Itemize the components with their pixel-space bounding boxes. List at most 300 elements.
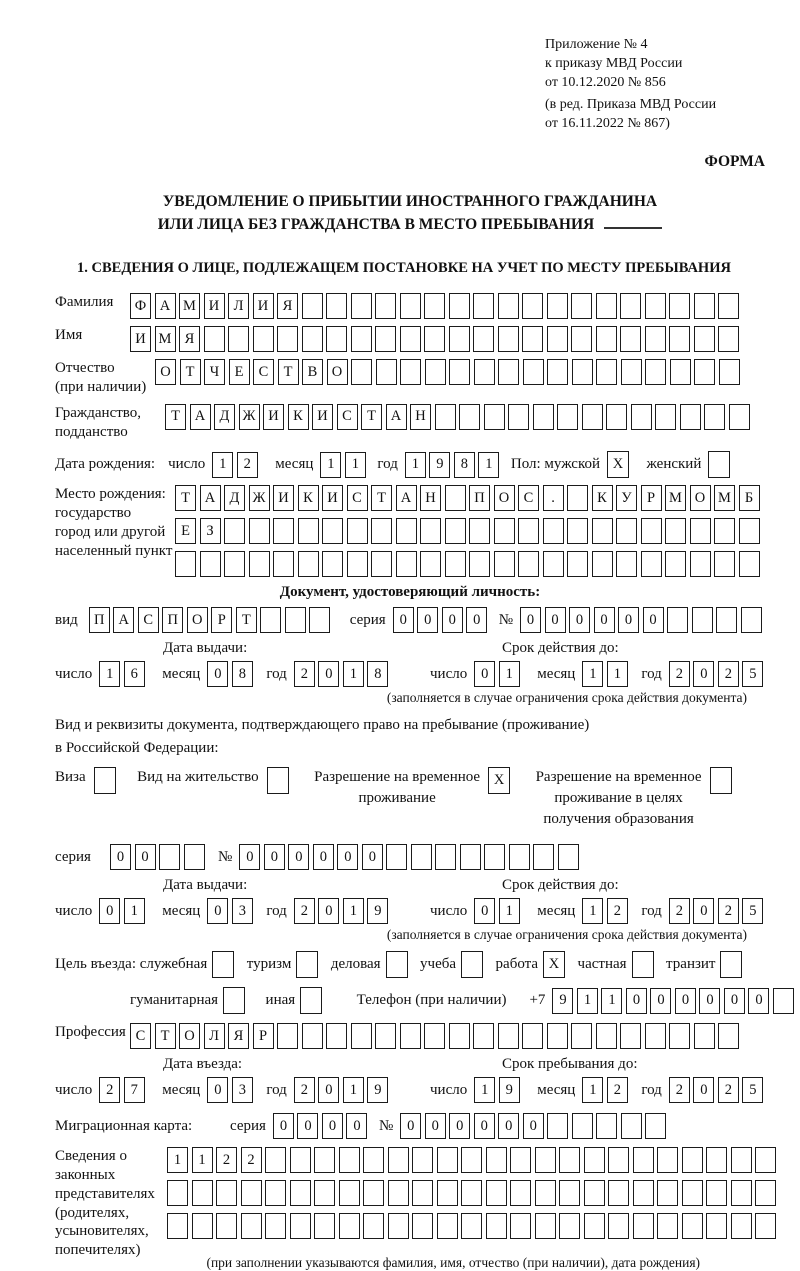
- char-cell[interactable]: Б: [739, 485, 760, 511]
- char-cell[interactable]: [657, 1180, 678, 1206]
- char-cell[interactable]: 1: [345, 452, 366, 478]
- char-cell[interactable]: [682, 1147, 703, 1173]
- doc-valid-month[interactable]: [582, 661, 631, 687]
- char-cell[interactable]: [302, 293, 323, 319]
- char-cell[interactable]: 0: [207, 898, 228, 924]
- char-cell[interactable]: [241, 1213, 262, 1239]
- char-cell[interactable]: [216, 1180, 237, 1206]
- char-cell[interactable]: Д: [224, 485, 245, 511]
- purpose-study-checkbox[interactable]: [461, 951, 487, 978]
- char-cell[interactable]: П: [162, 607, 183, 633]
- char-cell[interactable]: Ч: [204, 359, 225, 385]
- char-cell[interactable]: [396, 551, 417, 577]
- char-cell[interactable]: [582, 404, 603, 430]
- char-cell[interactable]: [184, 844, 205, 870]
- char-cell[interactable]: [665, 518, 686, 544]
- char-cell[interactable]: [267, 767, 289, 794]
- char-cell[interactable]: [755, 1147, 776, 1173]
- char-cell[interactable]: [706, 1213, 727, 1239]
- char-cell[interactable]: [547, 326, 568, 352]
- char-cell[interactable]: [509, 844, 530, 870]
- char-cell[interactable]: [449, 293, 470, 319]
- char-cell[interactable]: Т: [278, 359, 299, 385]
- char-cell[interactable]: О: [155, 359, 176, 385]
- char-cell[interactable]: [704, 404, 725, 430]
- char-cell[interactable]: [302, 326, 323, 352]
- char-cell[interactable]: П: [89, 607, 110, 633]
- char-cell[interactable]: [167, 1213, 188, 1239]
- char-cell[interactable]: [249, 518, 270, 544]
- char-cell[interactable]: 0: [618, 607, 639, 633]
- char-cell[interactable]: М: [155, 326, 176, 352]
- char-cell[interactable]: [596, 293, 617, 319]
- char-cell[interactable]: [596, 1113, 617, 1139]
- char-cell[interactable]: 9: [367, 898, 388, 924]
- char-cell[interactable]: [558, 844, 579, 870]
- char-cell[interactable]: 8: [232, 661, 253, 687]
- char-cell[interactable]: [559, 1213, 580, 1239]
- char-cell[interactable]: [347, 518, 368, 544]
- char-cell[interactable]: 8: [454, 452, 475, 478]
- char-cell[interactable]: [657, 1147, 678, 1173]
- char-cell[interactable]: [645, 1023, 666, 1049]
- char-cell[interactable]: [388, 1180, 409, 1206]
- char-cell[interactable]: 5: [742, 898, 763, 924]
- purpose-official-checkbox[interactable]: [212, 951, 238, 978]
- char-cell[interactable]: [298, 518, 319, 544]
- char-cell[interactable]: Е: [229, 359, 250, 385]
- char-cell[interactable]: [473, 326, 494, 352]
- char-cell[interactable]: 1: [499, 661, 520, 687]
- char-cell[interactable]: 0: [393, 607, 414, 633]
- char-cell[interactable]: [510, 1147, 531, 1173]
- char-cell[interactable]: [498, 293, 519, 319]
- char-cell[interactable]: [606, 404, 627, 430]
- char-cell[interactable]: 9: [499, 1077, 520, 1103]
- char-cell[interactable]: Т: [361, 404, 382, 430]
- char-cell[interactable]: 2: [294, 1077, 315, 1103]
- char-cell[interactable]: [494, 518, 515, 544]
- char-cell[interactable]: [314, 1180, 335, 1206]
- char-cell[interactable]: [567, 551, 588, 577]
- char-cell[interactable]: 0: [297, 1113, 318, 1139]
- char-cell[interactable]: [322, 551, 343, 577]
- char-cell[interactable]: 0: [643, 607, 664, 633]
- char-cell[interactable]: [739, 518, 760, 544]
- char-cell[interactable]: [375, 326, 396, 352]
- char-cell[interactable]: О: [690, 485, 711, 511]
- char-cell[interactable]: 0: [650, 988, 671, 1014]
- char-cell[interactable]: [400, 359, 421, 385]
- char-cell[interactable]: [498, 326, 519, 352]
- char-cell[interactable]: [339, 1213, 360, 1239]
- char-cell[interactable]: 1: [99, 661, 120, 687]
- char-cell[interactable]: 0: [207, 661, 228, 687]
- char-cell[interactable]: [547, 293, 568, 319]
- char-cell[interactable]: [645, 1113, 666, 1139]
- char-cell[interactable]: 1: [499, 898, 520, 924]
- char-cell[interactable]: 0: [466, 607, 487, 633]
- char-cell[interactable]: [469, 518, 490, 544]
- char-cell[interactable]: [718, 1023, 739, 1049]
- char-cell[interactable]: М: [714, 485, 735, 511]
- doc-series-cells[interactable]: [393, 607, 491, 633]
- char-cell[interactable]: 1: [320, 452, 341, 478]
- char-cell[interactable]: Л: [204, 1023, 225, 1049]
- char-cell[interactable]: 3: [232, 898, 253, 924]
- char-cell[interactable]: М: [665, 485, 686, 511]
- char-cell[interactable]: [424, 1023, 445, 1049]
- char-cell[interactable]: И: [273, 485, 294, 511]
- char-cell[interactable]: Т: [175, 485, 196, 511]
- char-cell[interactable]: [584, 1180, 605, 1206]
- char-cell[interactable]: [461, 1147, 482, 1173]
- char-cell[interactable]: [620, 1023, 641, 1049]
- char-cell[interactable]: [339, 1180, 360, 1206]
- char-cell[interactable]: 0: [135, 844, 156, 870]
- char-cell[interactable]: К: [288, 404, 309, 430]
- birth-day-cells[interactable]: [212, 452, 261, 478]
- char-cell[interactable]: [494, 551, 515, 577]
- char-cell[interactable]: Н: [420, 485, 441, 511]
- char-cell[interactable]: [412, 1147, 433, 1173]
- char-cell[interactable]: Т: [155, 1023, 176, 1049]
- char-cell[interactable]: 8: [367, 661, 388, 687]
- char-cell[interactable]: Р: [211, 607, 232, 633]
- entry-year[interactable]: [294, 1077, 392, 1103]
- char-cell[interactable]: [543, 518, 564, 544]
- visa-checkbox[interactable]: [94, 767, 120, 794]
- char-cell[interactable]: [241, 1180, 262, 1206]
- doc-issue-day[interactable]: [99, 661, 148, 687]
- char-cell[interactable]: [347, 551, 368, 577]
- char-cell[interactable]: 1: [192, 1147, 213, 1173]
- char-cell[interactable]: [557, 404, 578, 430]
- char-cell[interactable]: 1: [212, 452, 233, 478]
- char-cell[interactable]: [731, 1213, 752, 1239]
- char-cell[interactable]: [567, 485, 588, 511]
- char-cell[interactable]: [645, 293, 666, 319]
- purpose-private-checkbox[interactable]: [632, 951, 658, 978]
- char-cell[interactable]: О: [494, 485, 515, 511]
- char-cell[interactable]: 5: [742, 1077, 763, 1103]
- char-cell[interactable]: У: [616, 485, 637, 511]
- char-cell[interactable]: .: [543, 485, 564, 511]
- purpose-tourism-checkbox[interactable]: [296, 951, 322, 978]
- doc-number-cells[interactable]: [520, 607, 765, 633]
- char-cell[interactable]: [216, 1213, 237, 1239]
- char-cell[interactable]: [363, 1180, 384, 1206]
- purpose-work-checkbox[interactable]: [543, 951, 569, 978]
- char-cell[interactable]: [309, 607, 330, 633]
- char-cell[interactable]: С: [518, 485, 539, 511]
- char-cell[interactable]: [522, 293, 543, 319]
- char-cell[interactable]: [508, 404, 529, 430]
- char-cell[interactable]: [351, 359, 372, 385]
- char-cell[interactable]: [265, 1180, 286, 1206]
- char-cell[interactable]: 2: [669, 661, 690, 687]
- char-cell[interactable]: [632, 951, 654, 978]
- char-cell[interactable]: 0: [273, 1113, 294, 1139]
- char-cell[interactable]: [729, 404, 750, 430]
- char-cell[interactable]: В: [302, 359, 323, 385]
- char-cell[interactable]: [535, 1180, 556, 1206]
- char-cell[interactable]: [396, 518, 417, 544]
- char-cell[interactable]: 0: [474, 661, 495, 687]
- char-cell[interactable]: 1: [478, 452, 499, 478]
- char-cell[interactable]: 1: [124, 898, 145, 924]
- char-cell[interactable]: [584, 1213, 605, 1239]
- char-cell[interactable]: [339, 1147, 360, 1173]
- char-cell[interactable]: [400, 326, 421, 352]
- char-cell[interactable]: 9: [367, 1077, 388, 1103]
- char-cell[interactable]: [486, 1180, 507, 1206]
- char-cell[interactable]: [473, 1023, 494, 1049]
- phone-cells[interactable]: [552, 988, 797, 1014]
- char-cell[interactable]: [326, 293, 347, 319]
- char-cell[interactable]: [223, 987, 245, 1014]
- char-cell[interactable]: О: [187, 607, 208, 633]
- doc-valid-year[interactable]: [669, 661, 767, 687]
- char-cell[interactable]: 1: [343, 661, 364, 687]
- char-cell[interactable]: [608, 1147, 629, 1173]
- char-cell[interactable]: [714, 551, 735, 577]
- char-cell[interactable]: 0: [675, 988, 696, 1014]
- char-cell[interactable]: 1: [405, 452, 426, 478]
- char-cell[interactable]: [192, 1213, 213, 1239]
- char-cell[interactable]: 2: [99, 1077, 120, 1103]
- char-cell[interactable]: [260, 607, 281, 633]
- char-cell[interactable]: С: [253, 359, 274, 385]
- residence-valid-month[interactable]: [582, 898, 631, 924]
- char-cell[interactable]: 1: [582, 1077, 603, 1103]
- char-cell[interactable]: [296, 951, 318, 978]
- char-cell[interactable]: [473, 293, 494, 319]
- char-cell[interactable]: [706, 1180, 727, 1206]
- char-cell[interactable]: [714, 518, 735, 544]
- char-cell[interactable]: М: [179, 293, 200, 319]
- char-cell[interactable]: [290, 1180, 311, 1206]
- char-cell[interactable]: [710, 767, 732, 794]
- purpose-other-checkbox[interactable]: [300, 987, 326, 1014]
- char-cell[interactable]: [388, 1213, 409, 1239]
- char-cell[interactable]: [290, 1147, 311, 1173]
- char-cell[interactable]: [300, 987, 322, 1014]
- char-cell[interactable]: [669, 326, 690, 352]
- char-cell[interactable]: [518, 551, 539, 577]
- char-cell[interactable]: [571, 1023, 592, 1049]
- char-cell[interactable]: 1: [601, 988, 622, 1014]
- char-cell[interactable]: К: [592, 485, 613, 511]
- char-cell[interactable]: [486, 1213, 507, 1239]
- char-cell[interactable]: [547, 359, 568, 385]
- char-cell[interactable]: 7: [124, 1077, 145, 1103]
- char-cell[interactable]: К: [298, 485, 319, 511]
- char-cell[interactable]: 9: [429, 452, 450, 478]
- char-cell[interactable]: [351, 293, 372, 319]
- char-cell[interactable]: [265, 1213, 286, 1239]
- char-cell[interactable]: [641, 551, 662, 577]
- residence-permit-checkbox[interactable]: [267, 767, 293, 794]
- char-cell[interactable]: [682, 1180, 703, 1206]
- char-cell[interactable]: 2: [241, 1147, 262, 1173]
- char-cell[interactable]: [175, 551, 196, 577]
- residence-issue-day[interactable]: [99, 898, 148, 924]
- legal-reps-cells-1[interactable]: [167, 1147, 780, 1173]
- char-cell[interactable]: [459, 404, 480, 430]
- char-cell[interactable]: [510, 1213, 531, 1239]
- char-cell[interactable]: 0: [425, 1113, 446, 1139]
- char-cell[interactable]: 6: [124, 661, 145, 687]
- char-cell[interactable]: [620, 293, 641, 319]
- char-cell[interactable]: [412, 1180, 433, 1206]
- char-cell[interactable]: 0: [449, 1113, 470, 1139]
- char-cell[interactable]: О: [327, 359, 348, 385]
- char-cell[interactable]: X: [607, 451, 629, 478]
- char-cell[interactable]: [273, 518, 294, 544]
- char-cell[interactable]: Д: [214, 404, 235, 430]
- char-cell[interactable]: [633, 1180, 654, 1206]
- char-cell[interactable]: [755, 1213, 776, 1239]
- residence-issue-month[interactable]: [207, 898, 256, 924]
- char-cell[interactable]: [290, 1213, 311, 1239]
- char-cell[interactable]: 1: [167, 1147, 188, 1173]
- char-cell[interactable]: 0: [318, 1077, 339, 1103]
- profession-cells[interactable]: [130, 1023, 743, 1049]
- char-cell[interactable]: [449, 326, 470, 352]
- char-cell[interactable]: [773, 988, 794, 1014]
- doc-type-cells[interactable]: [89, 607, 334, 633]
- char-cell[interactable]: 0: [322, 1113, 343, 1139]
- temp-residence-checkbox[interactable]: [488, 767, 514, 794]
- char-cell[interactable]: А: [190, 404, 211, 430]
- char-cell[interactable]: [533, 404, 554, 430]
- char-cell[interactable]: [596, 326, 617, 352]
- char-cell[interactable]: [94, 767, 116, 794]
- char-cell[interactable]: [616, 518, 637, 544]
- char-cell[interactable]: [694, 359, 715, 385]
- char-cell[interactable]: 0: [264, 844, 285, 870]
- char-cell[interactable]: [314, 1147, 335, 1173]
- char-cell[interactable]: [708, 451, 730, 478]
- char-cell[interactable]: [435, 404, 456, 430]
- char-cell[interactable]: [547, 1023, 568, 1049]
- char-cell[interactable]: [386, 844, 407, 870]
- char-cell[interactable]: Ж: [249, 485, 270, 511]
- char-cell[interactable]: [608, 1180, 629, 1206]
- char-cell[interactable]: [680, 404, 701, 430]
- char-cell[interactable]: [302, 1023, 323, 1049]
- char-cell[interactable]: [400, 1023, 421, 1049]
- char-cell[interactable]: Е: [175, 518, 196, 544]
- char-cell[interactable]: 0: [520, 607, 541, 633]
- doc-issue-month[interactable]: [207, 661, 256, 687]
- char-cell[interactable]: [633, 1147, 654, 1173]
- char-cell[interactable]: 0: [318, 661, 339, 687]
- char-cell[interactable]: И: [130, 326, 151, 352]
- char-cell[interactable]: [192, 1180, 213, 1206]
- char-cell[interactable]: 0: [545, 607, 566, 633]
- entry-day[interactable]: [99, 1077, 148, 1103]
- char-cell[interactable]: X: [543, 951, 565, 978]
- patronymic-cells[interactable]: [155, 359, 743, 385]
- char-cell[interactable]: [375, 293, 396, 319]
- char-cell[interactable]: [706, 1147, 727, 1173]
- char-cell[interactable]: З: [200, 518, 221, 544]
- char-cell[interactable]: [411, 844, 432, 870]
- char-cell[interactable]: [645, 326, 666, 352]
- char-cell[interactable]: [694, 326, 715, 352]
- char-cell[interactable]: [572, 359, 593, 385]
- purpose-humanitarian-checkbox[interactable]: [223, 987, 249, 1014]
- char-cell[interactable]: [484, 844, 505, 870]
- char-cell[interactable]: [543, 551, 564, 577]
- char-cell[interactable]: 1: [577, 988, 598, 1014]
- char-cell[interactable]: [322, 518, 343, 544]
- char-cell[interactable]: [425, 359, 446, 385]
- char-cell[interactable]: 1: [343, 1077, 364, 1103]
- char-cell[interactable]: X: [488, 767, 510, 794]
- char-cell[interactable]: 0: [594, 607, 615, 633]
- char-cell[interactable]: И: [322, 485, 343, 511]
- char-cell[interactable]: [498, 359, 519, 385]
- char-cell[interactable]: 2: [718, 898, 739, 924]
- char-cell[interactable]: [314, 1213, 335, 1239]
- char-cell[interactable]: 2: [607, 898, 628, 924]
- char-cell[interactable]: [535, 1213, 556, 1239]
- char-cell[interactable]: [224, 551, 245, 577]
- char-cell[interactable]: 0: [99, 898, 120, 924]
- char-cell[interactable]: 2: [216, 1147, 237, 1173]
- char-cell[interactable]: [665, 551, 686, 577]
- char-cell[interactable]: [522, 1023, 543, 1049]
- char-cell[interactable]: [285, 607, 306, 633]
- char-cell[interactable]: [445, 485, 466, 511]
- char-cell[interactable]: [690, 518, 711, 544]
- char-cell[interactable]: 0: [474, 898, 495, 924]
- char-cell[interactable]: И: [253, 293, 274, 319]
- char-cell[interactable]: [657, 1213, 678, 1239]
- char-cell[interactable]: [460, 844, 481, 870]
- char-cell[interactable]: 0: [400, 1113, 421, 1139]
- char-cell[interactable]: 0: [626, 988, 647, 1014]
- char-cell[interactable]: [461, 1213, 482, 1239]
- residence-issue-year[interactable]: [294, 898, 392, 924]
- char-cell[interactable]: [567, 518, 588, 544]
- char-cell[interactable]: [371, 551, 392, 577]
- birth-year-cells[interactable]: [405, 452, 503, 478]
- char-cell[interactable]: 0: [523, 1113, 544, 1139]
- char-cell[interactable]: [559, 1147, 580, 1173]
- char-cell[interactable]: 0: [362, 844, 383, 870]
- surname-cells[interactable]: [130, 293, 743, 319]
- char-cell[interactable]: О: [179, 1023, 200, 1049]
- char-cell[interactable]: [400, 293, 421, 319]
- char-cell[interactable]: [375, 1023, 396, 1049]
- char-cell[interactable]: [571, 326, 592, 352]
- char-cell[interactable]: И: [312, 404, 333, 430]
- char-cell[interactable]: [755, 1180, 776, 1206]
- char-cell[interactable]: Р: [253, 1023, 274, 1049]
- char-cell[interactable]: Н: [410, 404, 431, 430]
- char-cell[interactable]: [371, 518, 392, 544]
- char-cell[interactable]: [449, 1023, 470, 1049]
- stay-day[interactable]: [474, 1077, 523, 1103]
- char-cell[interactable]: 2: [294, 898, 315, 924]
- char-cell[interactable]: Т: [371, 485, 392, 511]
- char-cell[interactable]: [533, 844, 554, 870]
- char-cell[interactable]: 1: [582, 898, 603, 924]
